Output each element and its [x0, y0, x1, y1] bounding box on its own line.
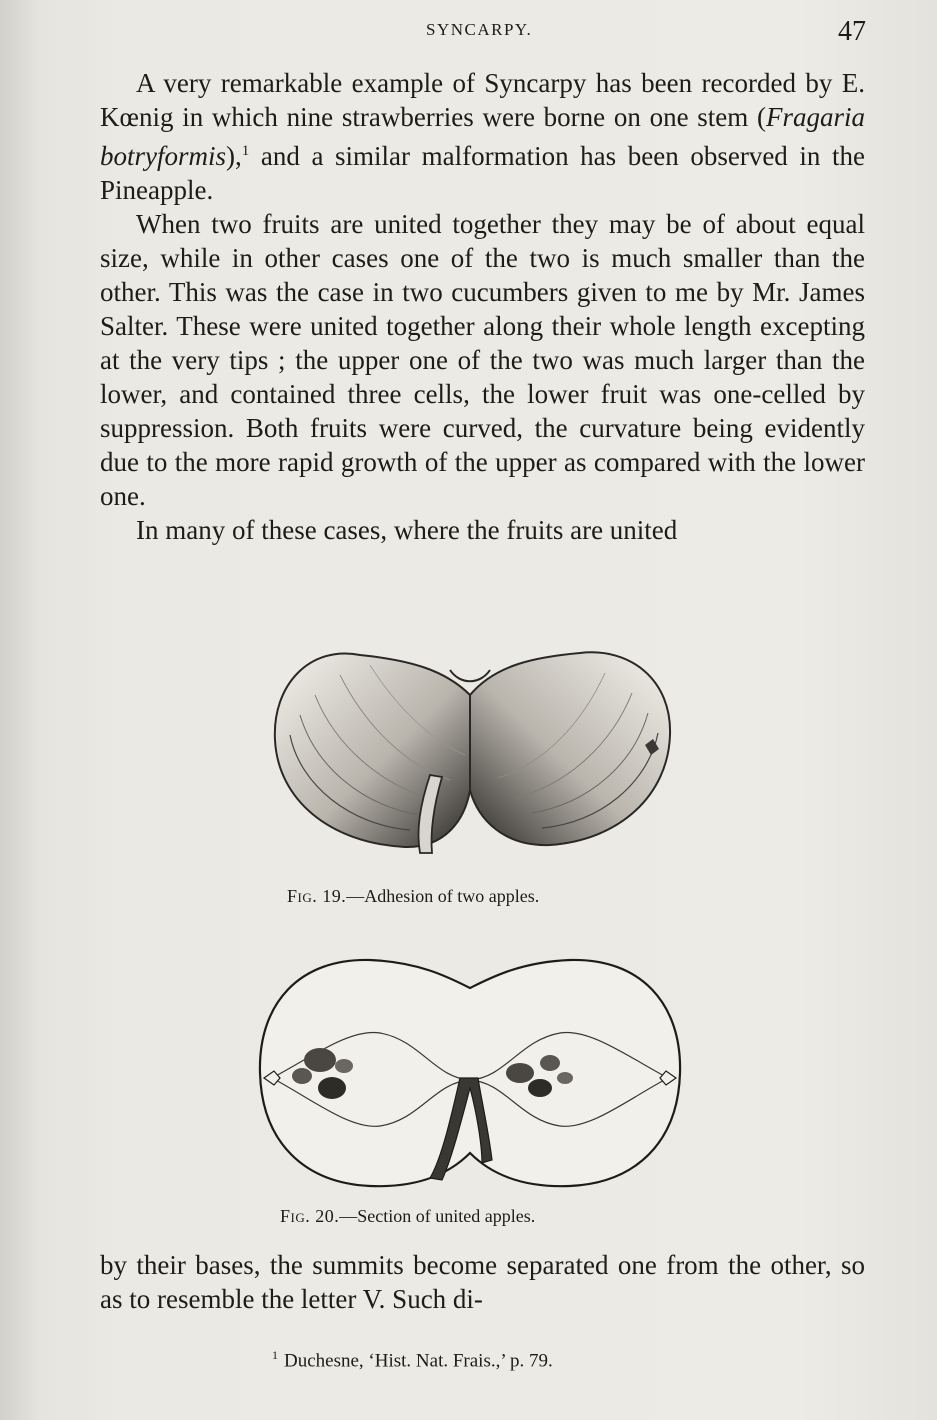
para1-text-a: A very remarkable example of Syncarpy has been recorded by E. Kœnig in which nine strawberries were borne on one stem (: [100, 68, 865, 132]
figure-20-section-of-apples: [220, 948, 720, 1198]
running-title: SYNCARPY.: [426, 20, 533, 39]
figure-19-adhesion-of-apples: [220, 615, 720, 885]
stalk-cavity: [450, 670, 490, 681]
apple-section-outline: [260, 960, 680, 1186]
figure-19-label: Fig. 19.: [287, 886, 347, 906]
footnote-marker: 1: [272, 1348, 278, 1362]
apple-right: [470, 652, 670, 845]
paragraph-cucumbers: When two fruits are united together they may be of about equal size, while in other cases one of the two is much smaller than the other. This was the case in two cucumbers given to me by Mr. James Salter. These were united together along their whole length excepting at the very tips ; the upper one of the two was much larger than the lower, and contained three cells, the lower fruit was one-celled by suppression. Both fruits were curved, the curvature being evidently due to the more rapid growth of the upper as compared with the lower one.: [100, 209, 865, 511]
body-text-top: [100, 66, 865, 547]
para1-paren-close: ),: [226, 141, 242, 171]
figure-20-caption: [280, 1206, 535, 1227]
figure-20-label: Fig. 20.: [280, 1206, 340, 1226]
footnote: [272, 1348, 553, 1372]
figure-19-caption-text: —Adhesion of two apples.: [346, 886, 540, 906]
paragraph-united-fruits-continued: by their bases, the summits become separated one from the other, so as to resemble the letter V. Such di-: [100, 1250, 865, 1314]
para1-text-b: and a similar malformation has been observed in the Pineapple.: [100, 141, 865, 205]
paragraph-strawberries: [100, 66, 865, 207]
page-number: 47: [838, 16, 866, 47]
figure-19-caption: [287, 886, 539, 907]
paragraph-united-fruits-start: In many of these cases, where the fruits are united: [136, 515, 678, 545]
footnote-reference[interactable]: 1: [241, 143, 250, 159]
figure-20-caption-text: —Section of united apples.: [339, 1206, 536, 1226]
body-text-bottom: [100, 1248, 865, 1316]
footnote-text: Duchesne, ‘Hist. Nat. Frais.,’ p. 79.: [284, 1350, 553, 1372]
species-name: Fragaria botryformis: [100, 102, 865, 171]
apple-left: [275, 653, 470, 847]
